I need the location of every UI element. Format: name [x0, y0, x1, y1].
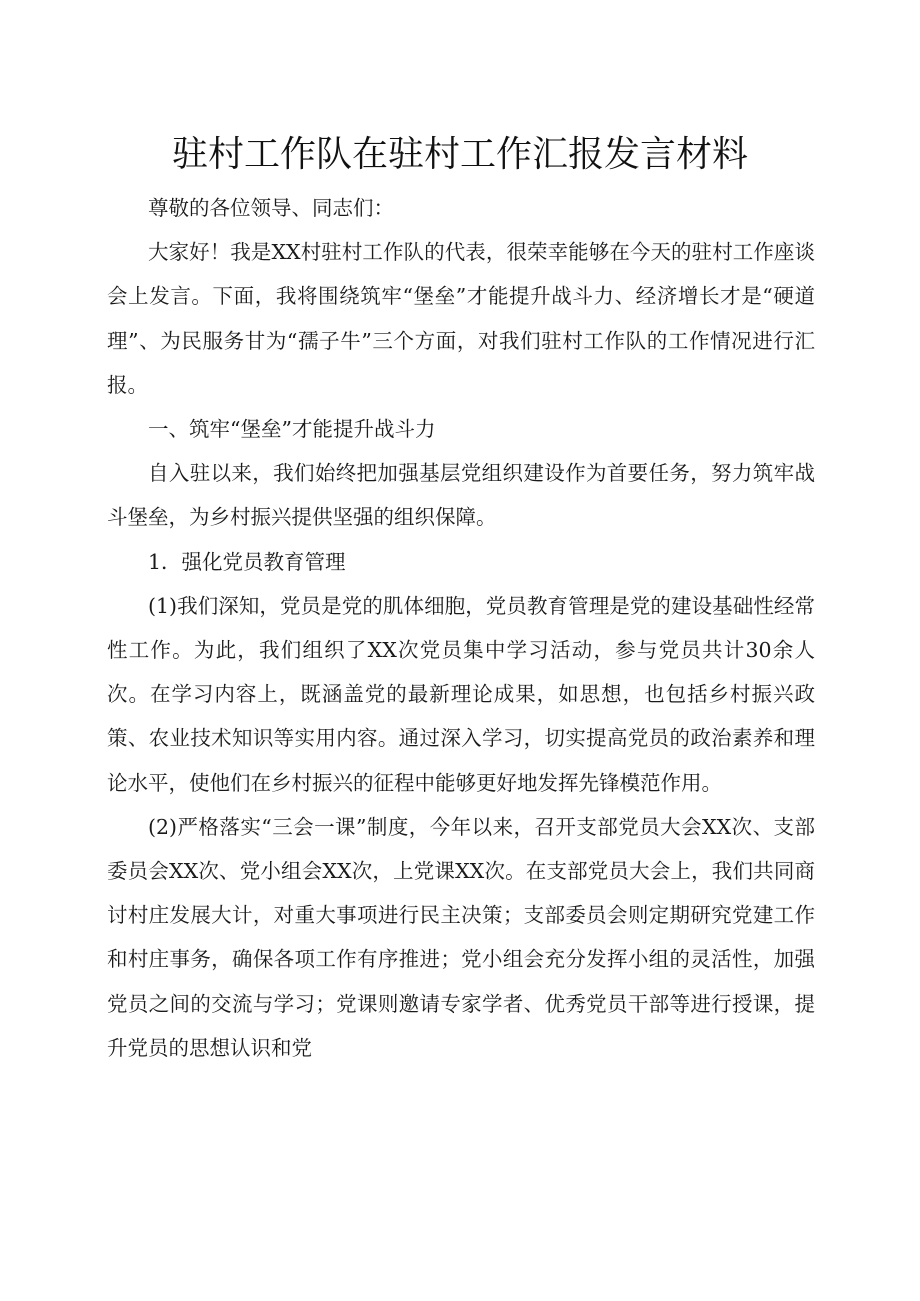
paragraph-item-1: (1)我们深知，党员是党的肌体细胞，党员教育管理是党的建设基础性经常性工作。为此，我们组织了XX次党员集中学习活动，参与党员共计30余人次。在学习内容上，既涵盖党的最新理论成果，如思想，也包括乡村振兴政策、农业技术知识等实用内容。通过深入学习，切实提高党员的政治素养和理论水平，使他们在乡村振兴的征程中能够更好地发挥先锋模范作用。 [107, 593, 815, 795]
paragraph-greeting: 大家好！我是XX村驻村工作队的代表，很荣幸能够在今天的驻村工作座谈会上发言。下面，我将围绕筑牢“堡垒”才能提升战斗力、经济增长才是“硬道理”、为民服务甘为“孺子牛”三个方面，对我们驻村工作队的工作情况进行汇报。 [107, 240, 815, 397]
paragraph-item-2: (2)严格落实“三会一课”制度，今年以来，召开支部党员大会XX次、支部委员会XX次、党小组会XX次，上党课XX次。在支部党员大会上，我们共同商讨村庄发展大计，对重大事项进行民主决策；支部委员会则定期研究党建工作和村庄事务，确保各项工作有序推进；党小组会充分发挥小组的灵活性，加强党员之间的交流与学习；党课则邀请专家学者、优秀党员干部等进行授课，提升党员的思想认识和党 [107, 814, 815, 1060]
document-body [107, 186, 815, 1070]
salutation: 尊敬的各位领导、同志们： [148, 196, 394, 220]
section-heading-1: 一、筑牢“堡垒”才能提升战斗力 [148, 417, 436, 442]
subheading-1: 1．强化党员教育管理 [148, 549, 346, 574]
paragraph-section-intro: 自入驻以来，我们始终把加强基层党组织建设作为首要任务，努力筑牢战斗堡垒，为乡村振兴提供坚强的组织保障。 [107, 461, 815, 530]
document-title: 驻村工作队在驻村工作汇报发言材料 [171, 134, 748, 175]
